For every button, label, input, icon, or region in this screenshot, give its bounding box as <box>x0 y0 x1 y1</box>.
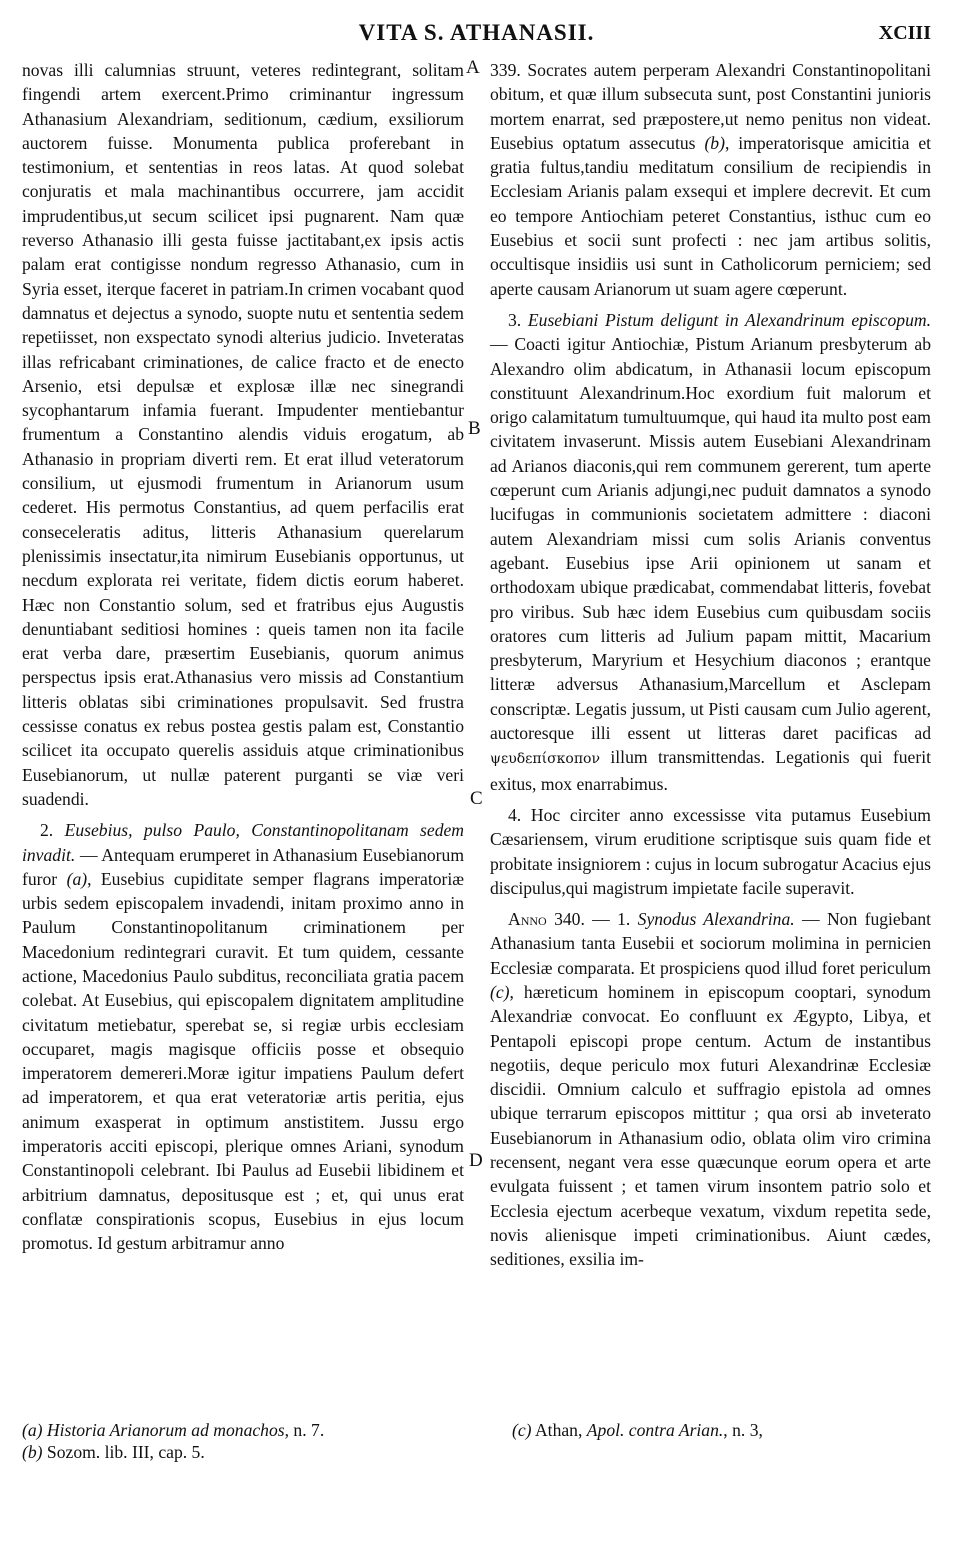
section-4: 4. Hoc circiter anno excessisse vita putamus Eusebium Cæsariensem, virum eruditione scriptisque suis quam fide et probitate insigniorem : cujus in locum subrogatur Acacius ejus discipulus,qui magistrum impietate facile superavit. <box>490 804 931 898</box>
section-1-heading: Synodus Alexandrina. <box>637 909 795 930</box>
footnote-ref-b: (b) <box>704 132 725 153</box>
left-column <box>22 58 464 1256</box>
footnote-c-text: Apol. contra Arian. <box>586 1420 724 1440</box>
footnote-ref-a: (a) <box>66 868 88 889</box>
footnote-b-text: Sozom. lib. III, cap. 5. <box>46 1442 205 1462</box>
anno-label: Anno <box>508 909 547 930</box>
section-3-text: — Coacti igitur Antiochiæ, Pistum Arianum presbyterum ab Alexandro olim abdicatum, in Athanasii locum episcopum constituunt Alexandrinum.Hoc exordium fuit malorum et origo calamitatum tumultuumque, qui haud ita multo post eam civitatem invaserunt. Missis autem Eusebiani Alexandrinam ad Arianos diaconis,qui rem communem gererent, tum aperte cœperunt cum Arianis adjungi,nec puduit damnatos a synodo lucifugas in communionis societatem admittere : diaconi autem Alexandriam missi cum solis Arianis conventus agebant. Eusebius ipse Arii opinionem ut sanam et orthodoxam ubique prædicabat, commendabat litteris, fovebat pro viribus. Sub hæc idem Eusebius cum quibusdam sociis oratores cum litteris ad Julium papam mittit, Macarium presbyterum, Maryrium et Hesychium diaconos ; erantque litteræ adversus Athanasium,Marcellum et Asclepam conscriptæ. Legatis jussum, ut Pisti causam cum Julio agerent, auctoresque illi essent ut litteras daret pacificas ad <box>490 334 931 744</box>
margin-marker-d: D <box>469 1150 483 1171</box>
right-paragraph-1-rest: , imperatorisque amicitia et gratia fultus,tandiu meditatum consilium de recipiendis in Ecclesiam Arianis palam exsequi et implere decrevit. Et cum eo tempore Antiochiam peteret Constantius, isthuc cum eo Eusebius et socii sunt profecti : nec jam artibus solitis, occultisque insidiis usi sunt in Catholicorum perniciem; sed aperte causam Arianorum ut suam agere cœperunt. <box>490 132 932 299</box>
right-column <box>490 58 931 1272</box>
footnote-a <box>22 1419 464 1441</box>
section-1-text-b: , hæreticum hominem in episcopum cooptari, synodum Alexandriæ convocat. Eo confluunt ex Ægypto, Libya, et Pentapoli episcopi prope centum. Actum de instantibus negotiis, deque periculo mox futuri Alexandrinæ Ecclesiæ discidii. Omnium calculo et suffragio epistola ad omnes ubique terrarum episcopos mittitur ; qua orsi ab inveterato Eusebianorum in Athanasium odio, oblata olim viro crimina recensent, negant vera esse quæcunque eorum opera et arte evulgata fuissent ; et tamen virum insontem patrio solo et Ecclesia ejectum acerbeque vexatum, vixdum repetita sede, novis alienisque impeti criminationibus. Aiunt cædes, seditiones, exsilia im- <box>490 981 931 1270</box>
section-2-text-b: , Eusebius cupiditate semper flagrans imperatoriæ urbis sedem episcopalem invadendi, initam proximo anno in Paulum Constantinopolitanum criminationem per Macedonium redintegrari curavit. Et tum quidem, cessante actione, Macedonius Paulo subditus, reconciliata gratia pacem colebat. At Eusebius, qui episcopalem dignitatem amplitudine civitatum metiebatur, sperebat se, si regiæ urbis ecclesiam occuparet, magis magisque officiis posse et obsequio imperatorem demereri.Moræ igitur impatiens Paulum defert ad imperatorem, et qua erat veteratoriæ artis peritia, ejus animum exasperat in optimum anstistitem. Jussu ergo imperatoris acciti episcopi, plerique omnes Ariani, synodum Constantinopoli celebrant. Ibi Paulus ad Eusebii libidinem et arbitrium damnatus, depositusque est ; et, qui unus erat conflatæ conspirationis scopus, Eusebius in ejus locum promotus. Id gestum arbitramur anno <box>22 868 464 1254</box>
running-header <box>0 20 953 50</box>
footnote-c-author: Athan, <box>534 1420 583 1440</box>
footnotes-left <box>22 1419 464 1463</box>
section-2-number: 2. <box>40 820 54 841</box>
page-number: XCIII <box>878 22 931 44</box>
section-anno-340 <box>490 907 931 1271</box>
left-paragraph-1: novas illi calumnias struunt, veteres redintegrant, solitam fingendi artem exercent.Primo criminantur ingressum Athanasium Alexandriam, seditionum, cædium, exsiliorum auctorem fuisse. Monumenta publica proferebant in testimonium, et sententias in reos latas. At quod solebat conjuratis et mala machinantibus occurrere, jam accidit imprudentibus,ut secum scilicet ipsi pugnarent. Nam quæ reverso Athanasio illi gesta fuisse jactitabant,ex ipsis actis palam erat contigisse nondum regresso Athanasio, cum in Syria esset, iterque faceret in patriam.In crimen vocabant quod damnatus et dejectus a synodo, suopte nutu et sententia sedem repetiisset, non exspectato synodi alterius judicio. Inveteratas illas refricabant criminationes, de calice fracto et de enecto Arsenio, etsi depulsæ et explosæ illæ nec sinegrandi sycophantarum infamia fuerant. Impudenter mentiebantur frumentum a Constantino alendis viduis erogatum, ab Athanasio in propriam diverti rem. Et erat illud veteratorum consilium, ut ejusmodi frumentum in Arianorum usum cederet. His permotus Constantius, ad quem perfacilis erat conseceleratis aditus, litteris Athanasium querelarum plenissimis insectatur,ita nimirum Eusebianis opportunus, ut necdum explorata rei veritate, fidem dictis eorum haberet. Hæc non Constantio solum, sed et fratribus ejus Augustis denuntiabant seditiosi homines : queis tamen non ita facile erat verba dare, præsertim Eusebianis, quorum animus perspectus ipsis erat.Athanasius vero missis ad Constantium litteris oblatas sibi criminationes propulsavit. Sed frustra cessisse conatus ex rebus postea gestis palam est, Constantio scilicet ita occupato querelis assiduis atque criminationibus Eusebianorum, ut nullæ paterent purganti se viæ veri suadendi. <box>22 60 464 809</box>
greek-word: ψευδεπίσκοπον <box>490 751 600 768</box>
section-2-heading: Eusebius, pulso Paulo, Constantinopolitanam sedem invadit. <box>22 820 465 865</box>
margin-marker-a: A <box>466 57 480 78</box>
footnote-a-rest: , n. 7. <box>284 1420 325 1440</box>
footnote-c <box>512 1419 932 1441</box>
right-paragraph-1 <box>490 58 931 301</box>
section-3-number: 3. <box>508 309 522 330</box>
section-2-text-a: — Antequam erumperet in Athanasium Eusebianorum furor <box>22 844 465 889</box>
margin-marker-c: C <box>470 788 483 809</box>
footnote-c-rest: , n. 3, <box>723 1420 763 1440</box>
running-title: VITA S. ATHANASII. <box>358 20 595 45</box>
footnote-b-mark: (b) <box>22 1442 43 1462</box>
section-3-end: illum transmittendas. Legationis qui fuerit exitus, mox enarrabimus. <box>490 747 931 794</box>
anno-number: 340. — 1. <box>554 909 631 930</box>
footnote-a-text: Historia Arianorum ad monachos <box>46 1420 285 1440</box>
section-2 <box>22 818 464 1255</box>
footnote-ref-c: (c) <box>490 981 510 1002</box>
section-1-text-a: — Non fugiebant Athanasium tanta Eusebii et sociorum molimina in pernicien Ecclesiæ comparata. Et prospiciens quod illud foret periculum <box>490 909 932 978</box>
section-3-heading: Eusebiani Pistum deligunt in Alexandrinum episcopum. <box>527 309 931 330</box>
margin-marker-b: B <box>468 418 481 439</box>
footnotes-right <box>512 1419 932 1441</box>
footnote-b <box>22 1441 464 1463</box>
right-paragraph-1-text: 339. Socrates autem perperam Alexandri Constantinopolitani obitum, et quæ illum subsecuta sunt, post Constantini junioris mortem enarrat, sed præpostere,ut nemo penitus non videat. Eusebius optatum assecutus <box>490 60 931 153</box>
section-3 <box>490 308 931 796</box>
footnote-c-mark: (c) <box>512 1420 532 1440</box>
footnote-a-mark: (a) <box>22 1420 43 1440</box>
